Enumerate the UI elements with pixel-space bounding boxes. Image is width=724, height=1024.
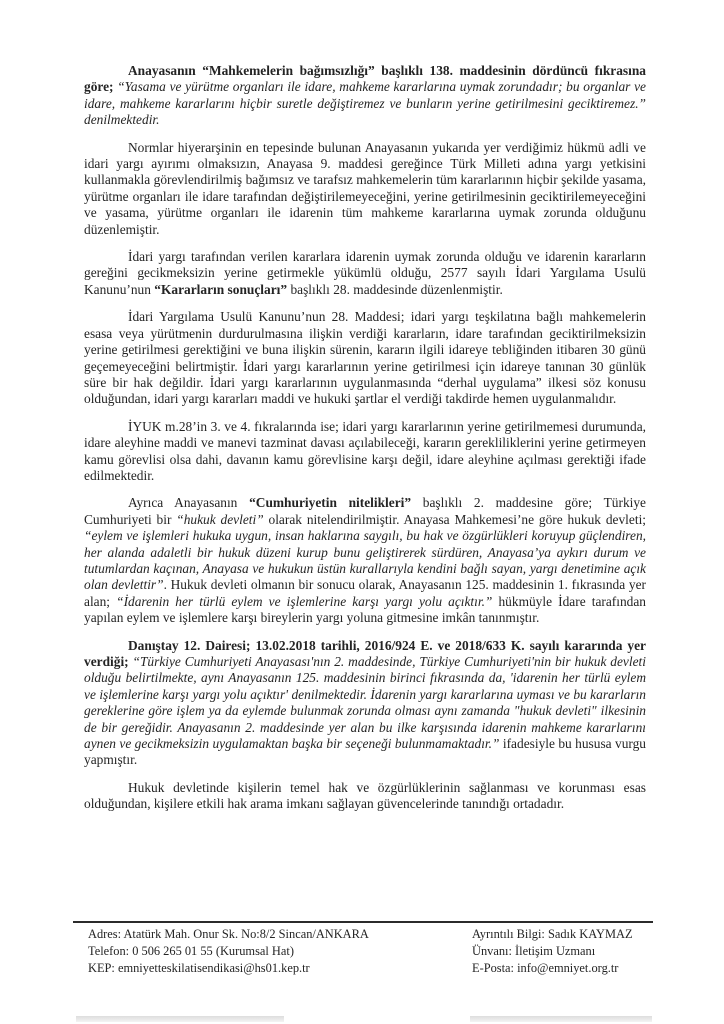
footer-email: E-Posta: info@emniyet.org.tr xyxy=(472,961,619,975)
footer-address: Adres: Atatürk Mah. Onur Sk. No:8/2 Sincan/ANKARA xyxy=(88,927,369,941)
footer-right-column xyxy=(472,926,633,977)
paragraph-8 xyxy=(84,780,646,813)
text-run: Normlar hiyerarşinin en tepesinde bulunan Anayasanın yukarıda yer verdiğimiz hükmü adli ve idari yargı ayırımı olmaksızın, Anayasa 9. maddesi gereğince Türk Milleti adına yargı yetkisini kullanmakla görevlendirilmiş bağımsız ve tarafsız mahkemelerin tüm kararlarının hiçbir şekilde yasama, yürütme organları ile idare tarafından değiştirilemeyeceğini, yerine getirilmesinin geciktirilemeyeceğini ve yasama, yürütme organları ile idarenin tüm mahkeme kararlarına uymak zorunda olduğunu düzenlemiştir. xyxy=(84,139,646,237)
text-run: Ayrıca Anayasanın xyxy=(128,495,250,511)
text-run: “hukuk devleti” xyxy=(176,511,269,527)
text-run: başlıklı 28. maddesinde düzenlenmiştir. xyxy=(290,281,503,297)
text-run: “Yasama ve yürütme organları ile idare, mahkeme kararlarına uymak zorundadır; bu organlar ve idare, mahkeme kararlarını hiçbir suretle değiştiremez ve bunların yerine getirilmesini geciktiremez.” denilmektedir. xyxy=(84,79,646,128)
text-run: “Türkiye Cumhuriyeti Anayasası'nın 2. maddesinde, Türkiye Cumhuriyeti'nin bir hukuk devleti olduğu belirtilmekte, aynı Anayasanın 125. maddesinin birinci fıkrasında da, 'idarenin her türlü eylem ve işlemlerine karşı yargı yolu açıktır' denilmektedir. İdarenin yargı kararlarına uyması ve bu kararların gereklerine göre işlem ya da eylemde bulunmak zorunda olması aynı zamanda "hukuk devleti" ilkesinin de bir gereğidir. Anayasanın 2. maddesinde yer alan bu ilke karşısında idarenin mahkeme kararlarını aynen ve gecikmeksizin uygulamaktan başka bir seçeneği bulunmamaktadır.” xyxy=(84,654,646,752)
text-run: “Cumhuriyetin nitelikleri” xyxy=(249,495,423,511)
page-footer xyxy=(73,921,653,977)
paragraph-4 xyxy=(84,309,646,407)
cutoff-text-remnant-right xyxy=(470,1016,652,1022)
paragraph-3 xyxy=(84,249,646,298)
paragraph-6 xyxy=(84,495,646,626)
paragraph-5 xyxy=(84,419,646,485)
text-run: Anayasanın “Mahkemelerin bağımsızlığı” başlıklı 138. maddesinin dördüncü fıkrasına göre; xyxy=(84,63,646,95)
text-run: olarak nitelendirilmiştir. Anayasa Mahkemesi’ne göre hukuk devleti; xyxy=(268,511,647,527)
paragraph-7 xyxy=(84,638,646,769)
text-run: hükmüyle İdare tarafından yapılan eylem ve işlemlere karşı bireylerin yargı yoluna gitmesine imkân tanınmıştır. xyxy=(84,593,646,626)
paragraph-1 xyxy=(84,63,646,129)
text-run: İdari yargı tarafından verilen kararlara idarenin uymak zorunda olduğu ve idarenin kararların gereğini gecikmeksizin yerine getirmekle yükümlü olduğu, 2577 sayılı İdari Yargılama Usulü Kanunu’nun xyxy=(84,249,646,297)
text-run: ifadesiyle bu hususa vurgu yapmıştır. xyxy=(84,736,647,768)
text-run: “İdarenin her türlü eylem ve işlemlerine karşı yargı yolu açıktır.” xyxy=(116,593,499,609)
document-body xyxy=(84,63,646,824)
footer-contact-title: Ünvanı: İletişim Uzmanı xyxy=(472,944,596,958)
text-run: . Hukuk devleti olmanın bir sonucu olarak, Anayasanın 125. maddesinin 1. fıkrasında yer alan; xyxy=(84,577,646,609)
text-run: başlıklı 2. maddesine göre; Türkiye Cumhuriyeti bir xyxy=(84,495,646,527)
text-run: İdari Yargılama Usulü Kanunu’nun 28. Maddesi; idari yargı teşkilatına bağlı mahkemelerin esasa veya yürütmenin durdurulmasına ilişkin verdiği kararların, idare tarafından geciktirilmeksizin yerine getirilmesi gerektiğini ve buna ilişkin sürenin, kararın ilgili idareye tebliğinden itibaren 30 günü geçemeyeceğini belirtmiştir. İdari yargı kararlarının yerine getirilmesi için idareye tanınan 30 günlük süre bir hak değildir. İdari yargı kararlarının uygulanmasında “derhal uygulama” ilkesi söz konusu olduğundan, idari yargı kararları maddi ve hukuki şartlar el verdiği takdirde hemen uygulanmalıdır. xyxy=(84,309,646,407)
cutoff-text-remnant-left xyxy=(76,1016,284,1022)
footer-contact-name: Ayrıntılı Bilgi: Sadık KAYMAZ xyxy=(472,927,633,941)
text-run: “eylem ve işlemleri hukuka uygun, insan haklarına saygılı, bu hak ve özgürlükleri koruyup güçlendiren, her alanda adaletli bir hukuk düzeni kurup bunu geliştirerek sürdüren, Anayasa’ya aykırı durum ve tutumlardan kaçınan, Anayasa ve hukukun üstün kurallarıyla kendini bağlı sayan, yargı denetimine açık olan devlettir” xyxy=(84,528,646,593)
footer-phone: Telefon: 0 506 265 01 55 (Kurumsal Hat) xyxy=(88,944,294,958)
footer-kep-address: KEP: emniyetteskilatisendikasi@hs01.kep.tr xyxy=(88,961,310,975)
text-run: Danıştay 12. Dairesi; 13.02.2018 tarihli, 2016/924 E. ve 2018/633 K. sayılı kararında yer verdiği; xyxy=(84,637,646,669)
text-run: Hukuk devletinde kişilerin temel hak ve özgürlüklerinin sağlanması ve korunması esas olduğundan, kişilere etkili hak arama imkanı sağlayan güvencelerinde tanındığı ortadadır. xyxy=(84,779,646,812)
text-run: İYUK m.28’in 3. ve 4. fıkralarında ise; idari yargı kararlarının yerine getirilmemesi durumunda, idare aleyhine maddi ve manevi tazminat davası açılabileceği, kararın gerekliliklerini yerine getirmeyen kamu görevlisi olsa dahi, davanın kamu görevlisine karşı değil, idare aleyhine açılması gerektiği ifade edilmektedir. xyxy=(84,418,646,483)
text-run: “Kararların sonuçları” xyxy=(154,281,291,297)
paragraph-2 xyxy=(84,140,646,238)
